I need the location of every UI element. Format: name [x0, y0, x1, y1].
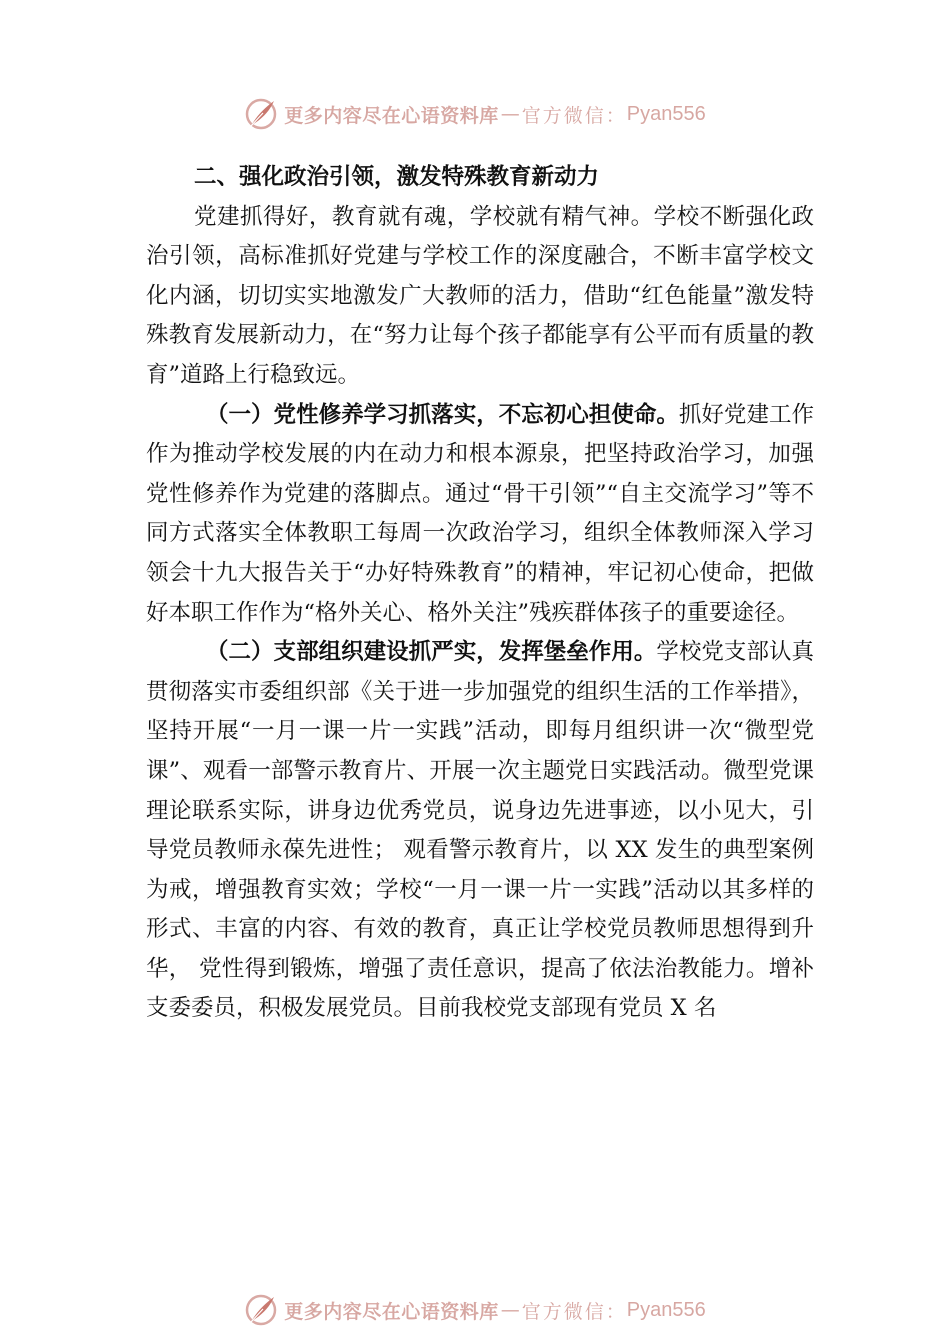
watermark-header — [0, 94, 950, 134]
quill-logo-icon — [244, 1293, 278, 1327]
section-1-paragraph — [146, 396, 814, 634]
quill-logo-icon — [244, 97, 278, 131]
watermark-dash: — — [500, 1299, 520, 1321]
watermark-footer — [0, 1290, 950, 1330]
watermark-dash: — — [500, 103, 520, 125]
watermark-wechat-label: 官方微信： — [521, 104, 627, 127]
watermark-main-text: 更多内容尽在心语资料库 — [284, 1300, 499, 1323]
document-body — [146, 158, 814, 1029]
section-1-lead: （一）党性修养学习抓落实，不忘初心担使命。 — [206, 401, 679, 428]
watermark-wechat-id: Pyan556 — [626, 1298, 706, 1321]
intro-paragraph: 党建抓得好，教育就有魂，学校就有精气神。学校不断强化政治引领，高标准抓好党建与学校工作的深度融合，不断丰富学校文化内涵，切切实实地激发广大教师的活力，借助“红色能量”激发特殊教育发展新动力，在“努力让每个孩子都能享有公平而有质量的教育”道路上行稳致远。 — [146, 203, 814, 388]
section-2-body: 学校党支部认真贯彻落实市委组织部《关于进一步加强党的组织生活的工作举措》，坚持开展“一月一课一片一实践”活动，即每月组织讲一次“微型党课”、观看一部警示教育片、开展一次主题党日实践活动。微型党课理论联系实际，讲身边优秀党员，说身边先进事迹，以小见大，引导党员教师永葆先进性； 观看警示教育片，以 XX 发生的典型案例为戒，增强教育实效；学校“一月一课一片一实践”活动以其多样的形式、丰富的内容、有效的教育，真正让学校党员教师思想得到升华， 党性得到锻炼，增强了责任意识，提高了依法治教能力。增补支委委员，积极发展党员。目前我校党支部现有党员 X 名 — [146, 639, 814, 1022]
watermark-main-text: 更多内容尽在心语资料库 — [284, 104, 499, 127]
section-heading: 二、强化政治引领，激发特殊教育新动力 — [194, 164, 600, 190]
section-1-body: 抓好党建工作作为推动学校发展的内在动力和根本源泉，把坚持政治学习，加强党性修养作为党建的落脚点。通过“骨干引领”“自主交流学习”等不同方式落实全体教职工每周一次政治学习，组织全体教师深入学习领会十九大报告关于“办好特殊教育”的精神，牢记初心使命，把做好本职工作作为“格外关心、格外关注”残疾群体孩子的重要途径。 — [146, 401, 814, 626]
watermark-wechat-label: 官方微信： — [521, 1300, 627, 1323]
section-2-paragraph — [146, 633, 814, 1029]
section-2-lead: （二）支部组织建设抓严实，发挥堡垒作用。 — [206, 639, 657, 666]
watermark-wechat-id: Pyan556 — [626, 102, 706, 125]
